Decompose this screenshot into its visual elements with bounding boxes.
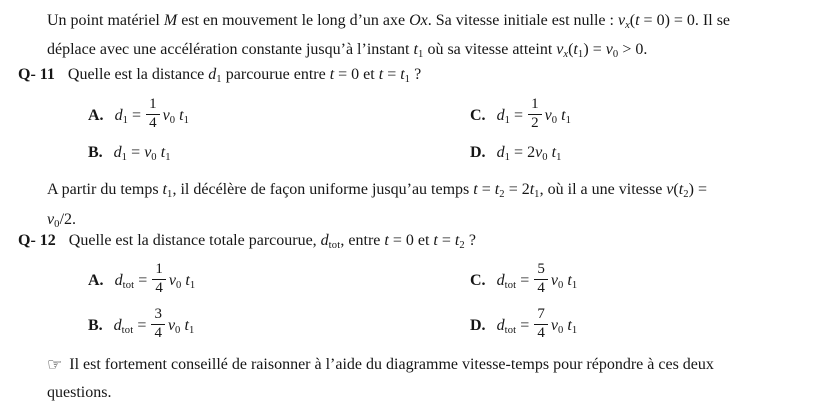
option-letter: A. — [88, 106, 104, 124]
question-12-options — [88, 258, 577, 348]
option-letter: D. — [470, 143, 486, 161]
option-letter: A. — [88, 271, 104, 289]
intro-paragraph: Un point matériel M est en mouvement le long d’un axe Ox. Sa vitesse initiale est nulle : vx(t = 0) = 0. Il se déplace avec une accélération constante jusqu’à l’instant t1 où sa vitesse atteint vx(t1) = v0 > 0. — [47, 12, 731, 61]
option-letter: C. — [470, 271, 486, 289]
option-formula: dtot = $\frac{1}{4}$ v0 t1 — [114, 261, 196, 296]
option-letter: B. — [88, 143, 103, 161]
question-11 — [18, 63, 421, 92]
option-formula: dtot = $\frac{3}{4}$ v0 t1 — [113, 306, 195, 341]
option-letter: B. — [88, 316, 103, 334]
option-formula: dtot = $\frac{5}{4}$ v0 t1 — [496, 261, 578, 296]
deceleration-paragraph: A partir du temps t1, il décélère de façon uniforme jusqu’au temps t = t2 = 2t1, où il a une vitesse v(t2) = v0/2. — [47, 181, 708, 230]
option-12-a — [88, 258, 470, 304]
option-formula: d1 = v0 t1 — [113, 143, 171, 163]
pointing-hand-icon: ☞ — [47, 355, 63, 375]
option-12-c — [470, 258, 577, 304]
question-12 — [18, 229, 476, 258]
question-12-label: Q- 12 — [18, 232, 56, 249]
option-11-d — [470, 138, 571, 168]
option-formula: d1 = $\frac{1}{2}$ v0 t1 — [496, 96, 572, 131]
option-11-a — [88, 94, 470, 138]
advice-note — [47, 351, 807, 406]
option-letter: C. — [470, 106, 486, 124]
question-11-label: Q- 11 — [18, 66, 55, 83]
advice-note-text: Il est fortement conseillé de raisonner à l’aide du diagramme vitesse-temps pour répondre à ces deux questions. — [47, 356, 714, 401]
option-formula: dtot = $\frac{7}{4}$ v0 t1 — [496, 306, 578, 341]
option-11-b — [88, 138, 470, 168]
option-formula: d1 = $\frac{1}{4}$ v0 t1 — [114, 96, 190, 131]
option-letter: D. — [470, 316, 486, 334]
option-12-d — [470, 304, 577, 348]
question-11-options — [88, 94, 571, 168]
option-12-b — [88, 304, 470, 348]
option-formula: d1 = 2v0 t1 — [496, 143, 562, 163]
option-11-c — [470, 94, 571, 138]
question-12-text: Quelle est la distance totale parcourue, dtot, entre t = 0 et t = t2 ? — [68, 232, 476, 251]
question-11-text: Quelle est la distance d1 parcourue entre t = 0 et t = t1 ? — [67, 66, 422, 85]
